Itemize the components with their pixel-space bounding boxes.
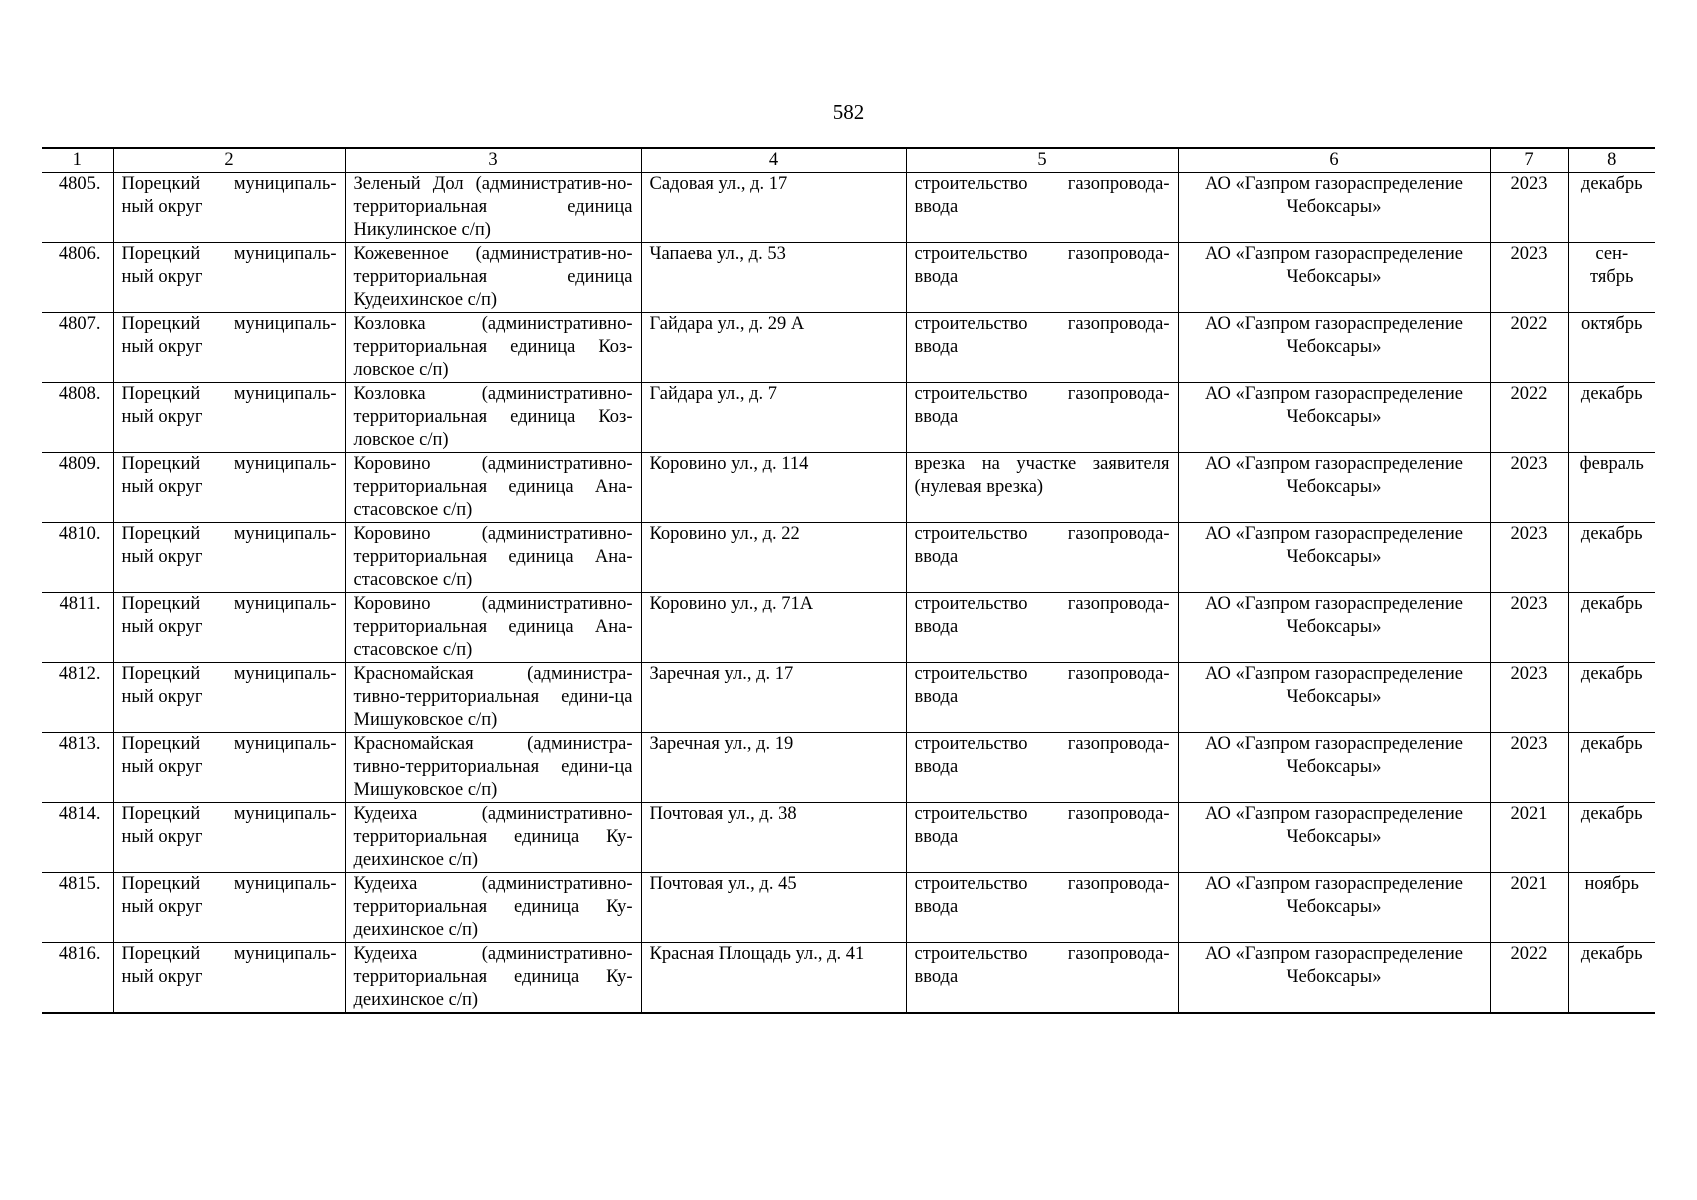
- month-cell: декабрь: [1568, 733, 1655, 803]
- table-row: [42, 943, 1655, 1014]
- row-number: 4810.: [42, 523, 113, 593]
- table-row: [42, 593, 1655, 663]
- page-number: 582: [832, 100, 865, 124]
- locality-cell: Кудеиха (административно-территориальная единица Ку-деихинское с/п): [345, 873, 641, 943]
- header-col-1: 1: [42, 148, 113, 173]
- locality-cell: Коровино (административно-территориальная единица Ана-стасовское с/п): [345, 593, 641, 663]
- table-row: [42, 733, 1655, 803]
- year-cell: 2023: [1490, 173, 1568, 243]
- locality-cell: Козловка (административно-территориальная единица Коз-ловское с/п): [345, 313, 641, 383]
- address-cell: Садовая ул., д. 17: [641, 173, 906, 243]
- locality-cell: Кудеиха (административно-территориальная единица Ку-деихинское с/п): [345, 943, 641, 1014]
- month-cell: декабрь: [1568, 593, 1655, 663]
- row-number: 4815.: [42, 873, 113, 943]
- work-type-cell: строительство газопровода-ввода: [906, 313, 1178, 383]
- data-table: [42, 147, 1655, 1014]
- organization-cell: АО «Газпром газораспределение Чебоксары»: [1178, 663, 1490, 733]
- row-number: 4806.: [42, 243, 113, 313]
- organization-cell: АО «Газпром газораспределение Чебоксары»: [1178, 943, 1490, 1014]
- address-cell: Заречная ул., д. 19: [641, 733, 906, 803]
- district-cell: Порецкий муниципаль-ный округ: [113, 733, 345, 803]
- locality-cell: Красномайская (администра-тивно-территориальная едини-ца Мишуковское с/п): [345, 733, 641, 803]
- locality-cell: Козловка (административно-территориальная единица Коз-ловское с/п): [345, 383, 641, 453]
- year-cell: 2022: [1490, 943, 1568, 1014]
- work-type-cell: строительство газопровода-ввода: [906, 243, 1178, 313]
- locality-cell: Коровино (административно-территориальная единица Ана-стасовское с/п): [345, 523, 641, 593]
- month-cell: декабрь: [1568, 383, 1655, 453]
- organization-cell: АО «Газпром газораспределение Чебоксары»: [1178, 383, 1490, 453]
- organization-cell: АО «Газпром газораспределение Чебоксары»: [1178, 243, 1490, 313]
- month-cell: декабрь: [1568, 663, 1655, 733]
- work-type-cell: строительство газопровода-ввода: [906, 733, 1178, 803]
- month-cell: ноябрь: [1568, 873, 1655, 943]
- district-cell: Порецкий муниципаль-ный округ: [113, 383, 345, 453]
- table-row: [42, 243, 1655, 313]
- month-cell: декабрь: [1568, 523, 1655, 593]
- address-cell: Гайдара ул., д. 7: [641, 383, 906, 453]
- table-row: [42, 453, 1655, 523]
- organization-cell: АО «Газпром газораспределение Чебоксары»: [1178, 733, 1490, 803]
- month-cell: декабрь: [1568, 173, 1655, 243]
- year-cell: 2023: [1490, 663, 1568, 733]
- address-cell: Коровино ул., д. 22: [641, 523, 906, 593]
- table-row: [42, 873, 1655, 943]
- locality-cell: Зеленый Дол (административ-но-территориальная единица Никулинское с/п): [345, 173, 641, 243]
- locality-cell: Красномайская (администра-тивно-территориальная едини-ца Мишуковское с/п): [345, 663, 641, 733]
- district-cell: Порецкий муниципаль-ный округ: [113, 873, 345, 943]
- month-cell: декабрь: [1568, 803, 1655, 873]
- header-col-7: 7: [1490, 148, 1568, 173]
- address-cell: Красная Площадь ул., д. 41: [641, 943, 906, 1014]
- year-cell: 2023: [1490, 243, 1568, 313]
- address-cell: Чапаева ул., д. 53: [641, 243, 906, 313]
- month-cell: октябрь: [1568, 313, 1655, 383]
- district-cell: Порецкий муниципаль-ный округ: [113, 803, 345, 873]
- address-cell: Коровино ул., д. 71А: [641, 593, 906, 663]
- row-number: 4808.: [42, 383, 113, 453]
- locality-cell: Кудеиха (административно-территориальная единица Ку-деихинское с/п): [345, 803, 641, 873]
- year-cell: 2023: [1490, 523, 1568, 593]
- district-cell: Порецкий муниципаль-ный округ: [113, 943, 345, 1014]
- table-row: [42, 803, 1655, 873]
- district-cell: Порецкий муниципаль-ный округ: [113, 173, 345, 243]
- work-type-cell: строительство газопровода-ввода: [906, 873, 1178, 943]
- row-number: 4805.: [42, 173, 113, 243]
- row-number: 4816.: [42, 943, 113, 1014]
- table-row: [42, 313, 1655, 383]
- locality-cell: Кожевенное (административ-но-территориальная единица Кудеихинское с/п): [345, 243, 641, 313]
- header-row: [42, 148, 1655, 173]
- organization-cell: АО «Газпром газораспределение Чебоксары»: [1178, 453, 1490, 523]
- work-type-cell: строительство газопровода-ввода: [906, 663, 1178, 733]
- organization-cell: АО «Газпром газораспределение Чебоксары»: [1178, 803, 1490, 873]
- year-cell: 2023: [1490, 593, 1568, 663]
- work-type-cell: строительство газопровода-ввода: [906, 943, 1178, 1014]
- year-cell: 2021: [1490, 873, 1568, 943]
- year-cell: 2022: [1490, 313, 1568, 383]
- row-number: 4814.: [42, 803, 113, 873]
- organization-cell: АО «Газпром газораспределение Чебоксары»: [1178, 313, 1490, 383]
- work-type-cell: строительство газопровода-ввода: [906, 593, 1178, 663]
- table-row: [42, 663, 1655, 733]
- header-col-5: 5: [906, 148, 1178, 173]
- row-number: 4813.: [42, 733, 113, 803]
- work-type-cell: строительство газопровода-ввода: [906, 383, 1178, 453]
- organization-cell: АО «Газпром газораспределение Чебоксары»: [1178, 523, 1490, 593]
- work-type-cell: строительство газопровода-ввода: [906, 523, 1178, 593]
- organization-cell: АО «Газпром газораспределение Чебоксары»: [1178, 873, 1490, 943]
- table-row: [42, 523, 1655, 593]
- header-col-2: 2: [113, 148, 345, 173]
- header-col-6: 6: [1178, 148, 1490, 173]
- row-number: 4807.: [42, 313, 113, 383]
- district-cell: Порецкий муниципаль-ный округ: [113, 663, 345, 733]
- work-type-cell: строительство газопровода-ввода: [906, 173, 1178, 243]
- address-cell: Гайдара ул., д. 29 А: [641, 313, 906, 383]
- row-number: 4812.: [42, 663, 113, 733]
- address-cell: Почтовая ул., д. 45: [641, 873, 906, 943]
- month-cell: декабрь: [1568, 943, 1655, 1014]
- month-cell: февраль: [1568, 453, 1655, 523]
- year-cell: 2023: [1490, 453, 1568, 523]
- district-cell: Порецкий муниципаль-ный округ: [113, 453, 345, 523]
- work-type-cell: строительство газопровода-ввода: [906, 803, 1178, 873]
- district-cell: Порецкий муниципаль-ный округ: [113, 313, 345, 383]
- table-row: [42, 383, 1655, 453]
- header-col-8: 8: [1568, 148, 1655, 173]
- row-number: 4809.: [42, 453, 113, 523]
- address-cell: Почтовая ул., д. 38: [641, 803, 906, 873]
- locality-cell: Коровино (административно-территориальная единица Ана-стасовское с/п): [345, 453, 641, 523]
- header-col-3: 3: [345, 148, 641, 173]
- district-cell: Порецкий муниципаль-ный округ: [113, 593, 345, 663]
- organization-cell: АО «Газпром газораспределение Чебоксары»: [1178, 593, 1490, 663]
- year-cell: 2021: [1490, 803, 1568, 873]
- address-cell: Коровино ул., д. 114: [641, 453, 906, 523]
- table-body: [42, 173, 1655, 1014]
- table-row: [42, 173, 1655, 243]
- month-cell: сен-тябрь: [1568, 243, 1655, 313]
- year-cell: 2023: [1490, 733, 1568, 803]
- work-type-cell: врезка на участке заявителя (нулевая врезка): [906, 453, 1178, 523]
- year-cell: 2022: [1490, 383, 1568, 453]
- row-number: 4811.: [42, 593, 113, 663]
- organization-cell: АО «Газпром газораспределение Чебоксары»: [1178, 173, 1490, 243]
- header-col-4: 4: [641, 148, 906, 173]
- address-cell: Заречная ул., д. 17: [641, 663, 906, 733]
- district-cell: Порецкий муниципаль-ный округ: [113, 243, 345, 313]
- district-cell: Порецкий муниципаль-ный округ: [113, 523, 345, 593]
